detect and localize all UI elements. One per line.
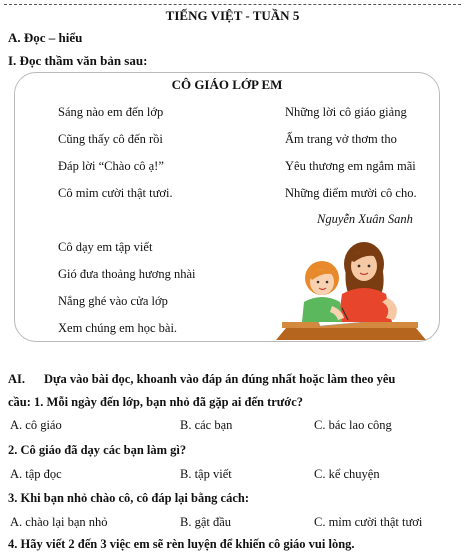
q3-option-a: A. chào lại bạn nhỏ [10, 515, 108, 529]
poem-line: Nắng ghé vào cửa lớp [58, 294, 168, 308]
section-ai-label: AI. [8, 372, 26, 386]
question-1: cầu: 1. Mỗi ngày đến lớp, bạn nhỏ đã gặp ai đến trước? [8, 395, 304, 409]
poem-line: Cũng thấy cô đến rồi [58, 132, 163, 146]
q1-option-a: A. cô giáo [10, 418, 62, 432]
q2-option-c: C. kể chuyện [314, 467, 380, 481]
q1-option-c: C. bác lao công [314, 418, 392, 432]
poem-line: Gió đưa thoảng hương nhài [58, 267, 196, 281]
desk [276, 328, 426, 340]
poem-line: Những điểm mười cô cho. [285, 186, 417, 200]
q3-option-c: C. mỉm cười thật tươi [314, 515, 423, 529]
poem-line: Yêu thương em ngắm mãi [285, 159, 416, 173]
q3-option-b: B. gật đầu [180, 515, 232, 529]
poem-author: Nguyễn Xuân Sanh [317, 212, 413, 226]
top-dashed-divider [4, 4, 461, 5]
q1-option-b: B. các bạn [180, 418, 233, 432]
q2-option-a: A. tập đọc [10, 467, 62, 481]
question-2: 2. Cô giáo đã dạy các bạn làm gì? [8, 443, 187, 457]
question-3: 3. Khi bạn nhỏ chào cô, cô đáp lại bằng cách: [8, 491, 250, 505]
poem-line: Những lời cô giáo giảng [285, 105, 407, 119]
poem-line: Cô mỉm cười thật tươi. [58, 186, 173, 200]
poem-title: CÔ GIÁO LỚP EM [171, 77, 283, 92]
q2-option-b: B. tập viết [180, 467, 232, 481]
section-a-heading: A. Đọc – hiểu [8, 30, 83, 45]
poem-line: Đáp lời “Chào cô ạ!” [58, 159, 164, 173]
question-4: 4. Hãy viết 2 đến 3 việc em sẽ rèn luyện để khiến cô giáo vui lòng. [8, 537, 355, 551]
poem-line: Xem chúng em học bài. [58, 321, 178, 335]
teacher-student-illustration [276, 236, 426, 340]
poem-line: Cô dạy em tập viết [58, 240, 153, 254]
section-i-heading: I. Đọc thầm văn bản sau: [8, 53, 148, 68]
poem-line: Sáng nào em đến lớp [58, 105, 164, 119]
section-ai-instruction: Dựa vào bài đọc, khoanh vào đáp án đúng nhất hoặc làm theo yêu [44, 372, 396, 386]
page-title: TIẾNG VIỆT - TUẦN 5 [165, 8, 300, 23]
poem-line: Ấm trang vở thơm tho [285, 132, 397, 146]
